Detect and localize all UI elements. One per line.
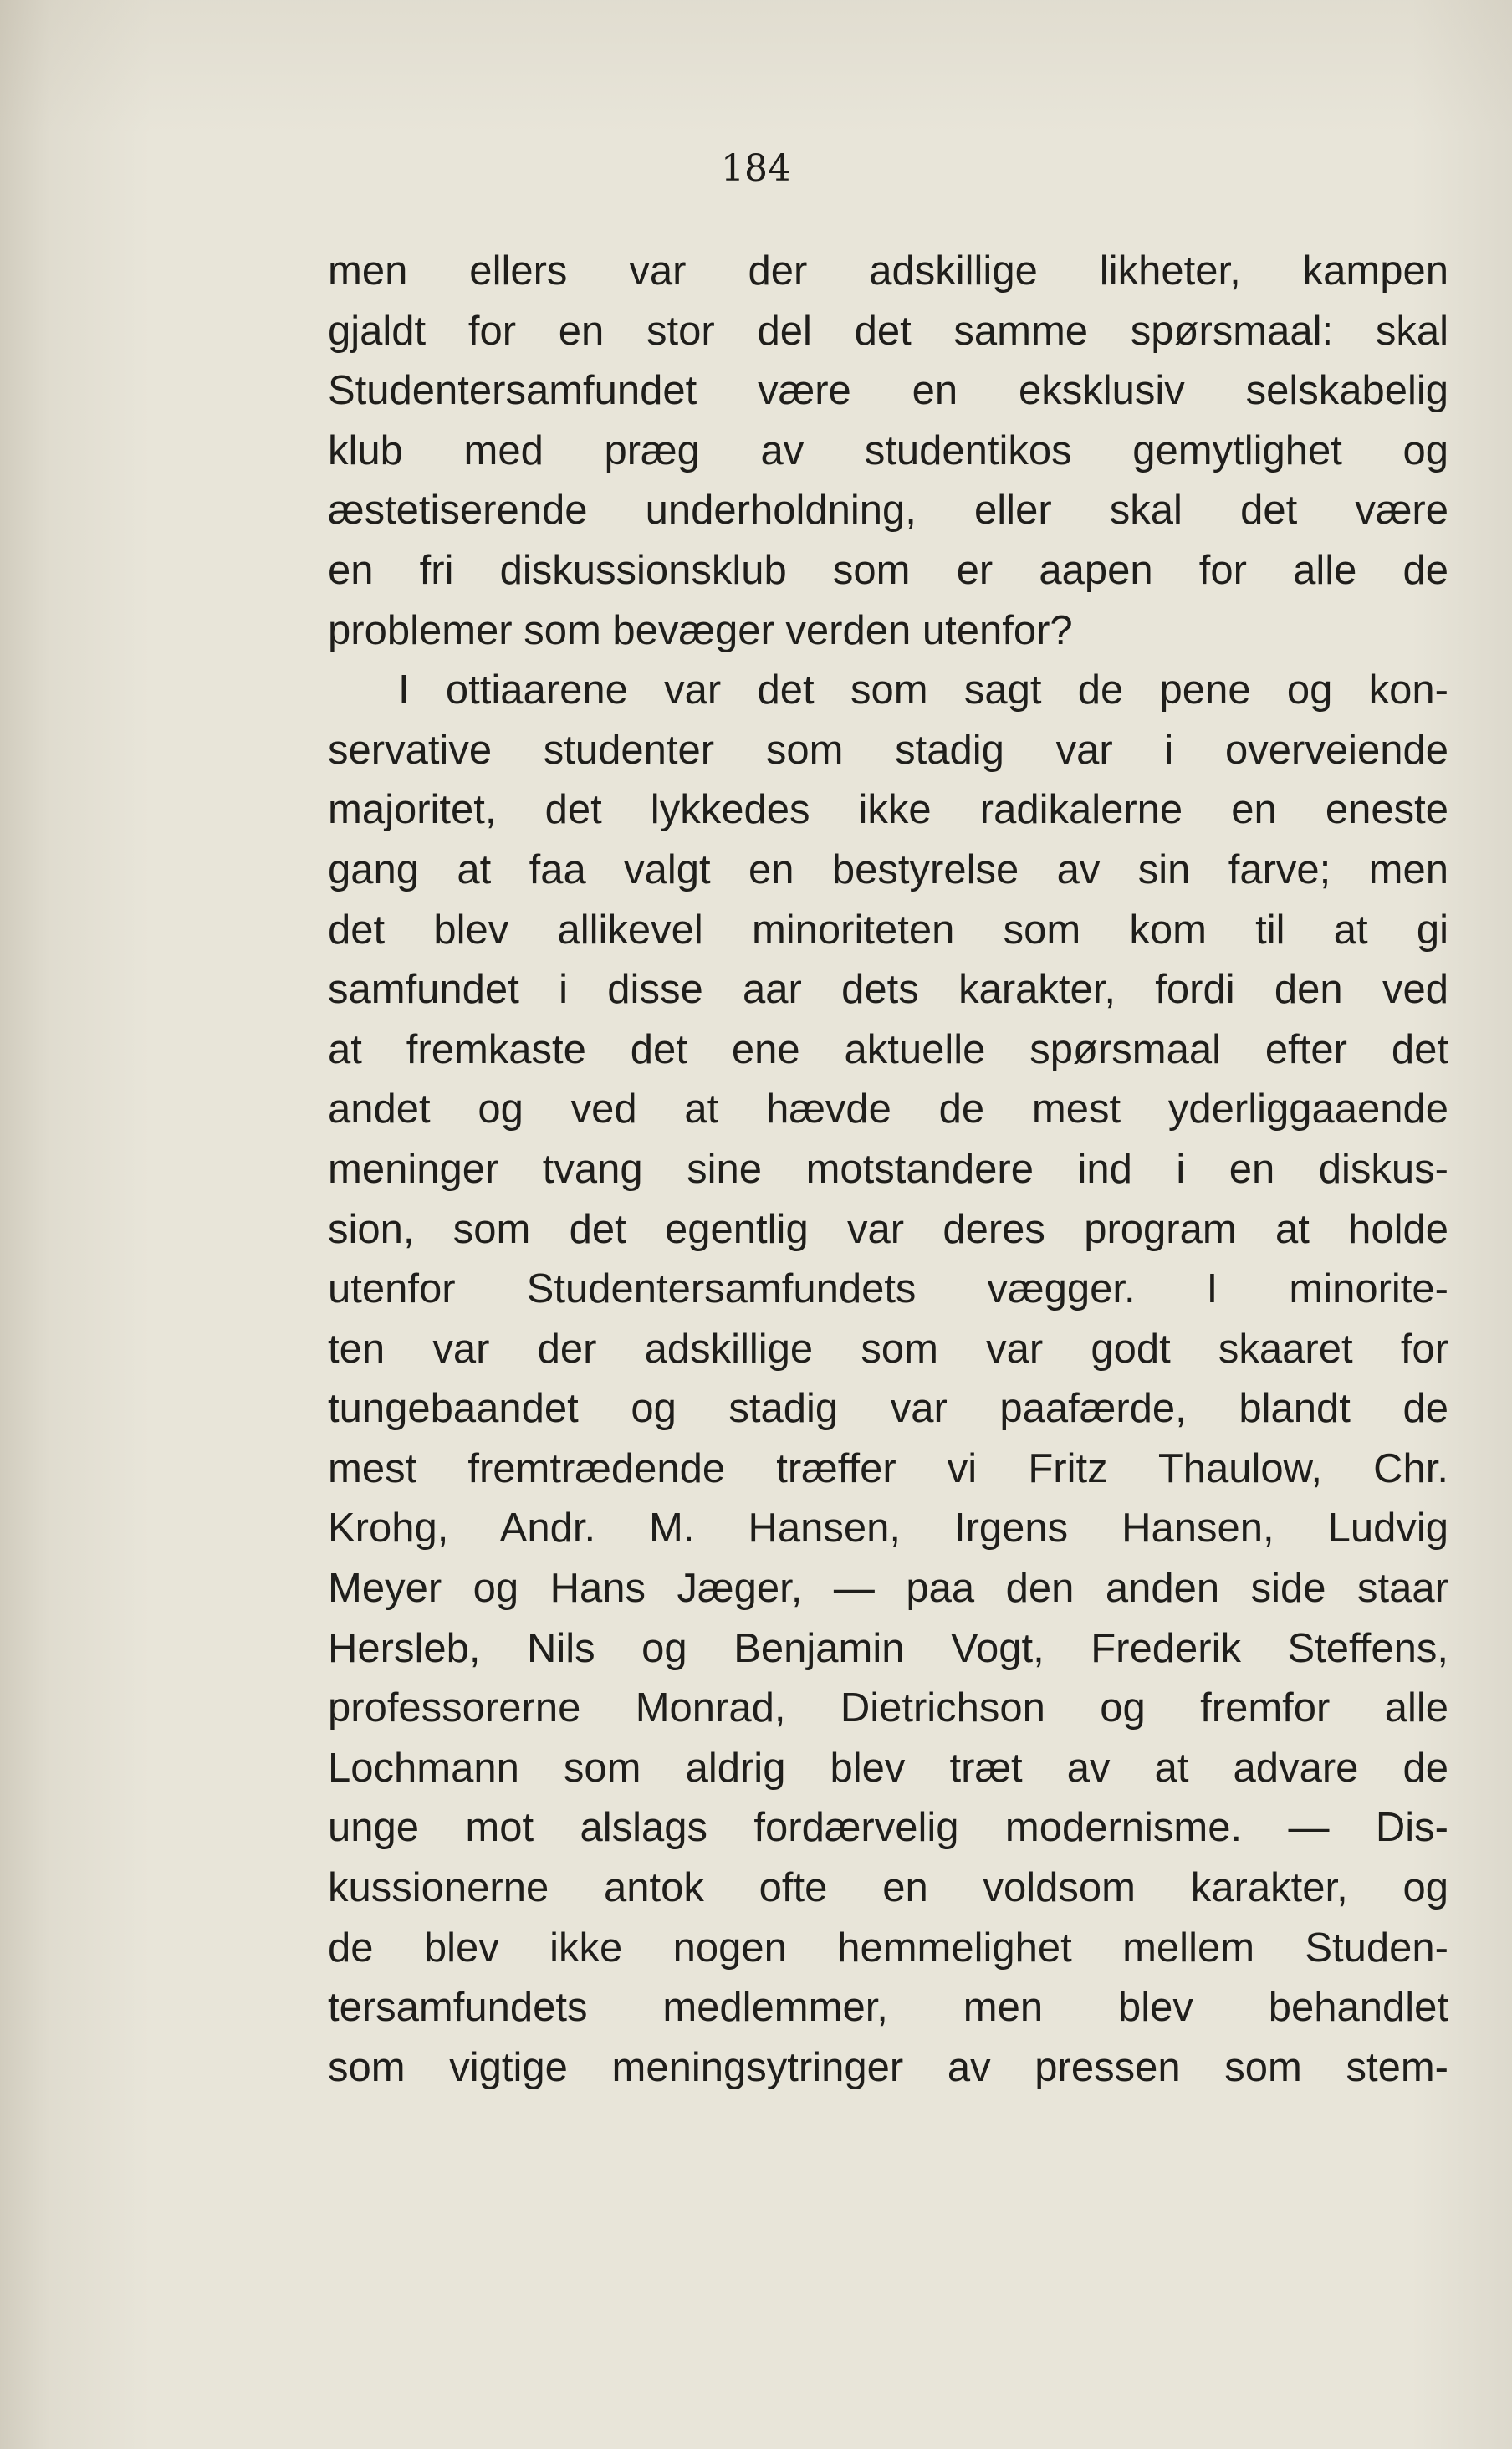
text-line: ten var der adskillige som var godt skaaret for xyxy=(328,1326,1448,1372)
text-line: Lochmann som aldrig blev træt av at advare de xyxy=(328,1745,1448,1791)
text-line: servative studenter som stadig var i overveiende xyxy=(328,727,1448,773)
text-line: at fremkaste det ene aktuelle spørsmaal efter det xyxy=(328,1026,1448,1072)
text-line: klub med præg av studentikos gemytlighet og xyxy=(328,427,1448,473)
text-line: samfundet i disse aar dets karakter, fordi den ved xyxy=(328,967,1448,1013)
text-line: meninger tvang sine motstandere ind i en diskus- xyxy=(328,1146,1448,1192)
text-line: det blev allikevel minoriteten som kom til at gi xyxy=(328,907,1448,953)
paragraph-start-line: I ottiaarene var det som sagt de pene og kon- xyxy=(398,667,1448,713)
text-line: kussionerne antok ofte en voldsom karakter, og xyxy=(328,1865,1448,1911)
text-line: sion, som det egentlig var deres program at holde xyxy=(328,1206,1448,1252)
text-line: som vigtige meningsytringer av pressen som stem- xyxy=(328,2044,1448,2090)
text-line: tungebaandet og stadig var paafærde, blandt de xyxy=(328,1386,1448,1432)
text-line: Krohg, Andr. M. Hansen, Irgens Hansen, Ludvig xyxy=(328,1506,1448,1552)
text-line: en fri diskussionsklub som er aapen for alle de xyxy=(328,547,1448,593)
text-line: Meyer og Hans Jæger, — paa den anden side staar xyxy=(328,1566,1448,1612)
text-line: mest fremtrædende træffer vi Fritz Thaulow, Chr. xyxy=(328,1445,1448,1491)
text-line: professorerne Monrad, Dietrichson og fremfor alle xyxy=(328,1685,1448,1731)
text-line: gjaldt for en stor del det samme spørsmaal: skal xyxy=(328,308,1448,354)
page-number: 184 xyxy=(721,147,791,190)
text-line: Hersleb, Nils og Benjamin Vogt, Frederik Steffens, xyxy=(328,1625,1448,1671)
text-line: majoritet, det lykkedes ikke radikalerne en eneste xyxy=(328,787,1448,833)
text-line: de blev ikke nogen hemmelighet mellem Studen- xyxy=(328,1925,1448,1971)
text-line: andet og ved at hævde de mest yderliggaaende xyxy=(328,1086,1448,1132)
text-line: utenfor Studentersamfundets vægger. I minorite- xyxy=(328,1266,1448,1312)
text-line: men ellers var der adskillige likheter, kampen xyxy=(328,248,1448,294)
text-line: tersamfundets medlemmer, men blev behandlet xyxy=(328,1985,1448,2031)
text-line: Studentersamfundet være en eksklusiv selskabelig xyxy=(328,368,1448,414)
body-text xyxy=(328,242,1448,2098)
text-line: æstetiserende underholdning, eller skal det være xyxy=(328,488,1448,534)
text-line: gang at faa valgt en bestyrelse av sin farve; men xyxy=(328,846,1448,892)
text-line: problemer som bevæger verden utenfor? xyxy=(328,607,1073,653)
text-line: unge mot alslags fordærvelig modernisme. — Dis- xyxy=(328,1805,1448,1851)
